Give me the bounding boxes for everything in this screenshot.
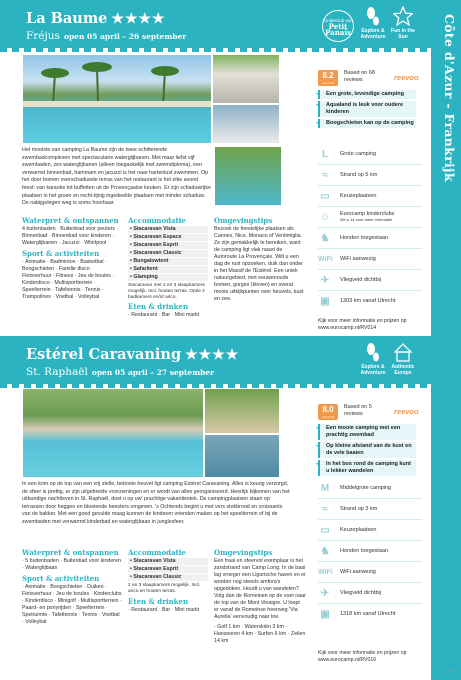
sport-heading: Sport & activiteiten	[22, 249, 100, 258]
beach-icon: ≈	[322, 170, 328, 181]
highlights	[318, 88, 416, 128]
feature-item	[318, 562, 422, 583]
water-list: 4 buitenbaden · Buitenbad voor peuters · Binnenbad · Binnenbad voor kinderen · Waterglijbanen · Jacuzzi · Whirlpool	[22, 226, 119, 246]
feature-item	[318, 186, 422, 207]
sport-heading: Sport & activiteiten	[22, 574, 100, 583]
camping-la-baume	[0, 0, 431, 333]
review-count: Based on 5 reviews	[344, 404, 372, 417]
footprint-icon	[365, 6, 381, 26]
feature-text: Middelgrote camping	[340, 485, 392, 491]
petit-panais-badge	[322, 10, 354, 42]
acc-item: • Glamping	[128, 274, 208, 281]
acc-item: • Stacaravan Classic	[128, 574, 208, 581]
tips-column	[214, 549, 306, 648]
camping-size-icon: M	[320, 483, 330, 494]
explore-badge	[358, 6, 388, 40]
rating-sub: out of 10	[322, 81, 334, 85]
acc-item: • Stacaravan Vista	[128, 558, 208, 565]
camping-dates: open 05 april – 27 september	[91, 368, 215, 377]
feature-main: Eurocamp kinderclubs	[340, 211, 395, 217]
feature-item	[318, 249, 422, 270]
feature-text: Grote camping	[340, 151, 377, 157]
star-outline-icon	[393, 6, 413, 26]
water-heading: Waterpret & ontspannen	[22, 216, 119, 225]
camping-town: St. Raphaël	[26, 366, 88, 378]
stacaravan-photo	[212, 54, 280, 104]
kinderclub-icon: ☺	[319, 212, 331, 223]
food-heading: Eten & drinken	[128, 302, 189, 312]
region-tab	[431, 0, 461, 680]
acc-item: • Stacaravan Esprit	[128, 566, 208, 573]
camping-header	[0, 336, 431, 384]
feature-item	[318, 583, 422, 604]
feature-list	[318, 144, 422, 312]
highlight-item: ✔ Aqualand is leuk voor oudere kinderen	[318, 101, 416, 117]
fun-label: Fun in the Sun	[391, 28, 415, 40]
water-column	[22, 549, 122, 629]
water-list: · 5 buitenbaden · Buitenbad voor kinderen · Waterglijbaan	[22, 558, 121, 571]
water-column	[22, 217, 122, 304]
wifi-icon: WiFi	[318, 569, 333, 576]
highlight-item: ✔ Op kleine afstand van de kust en de vele baaien	[318, 442, 416, 458]
rating-value: 8.0	[322, 405, 334, 414]
acc-item: • Stacaravan Espace	[128, 234, 208, 241]
explore-label: Explore & Adventure	[360, 28, 386, 40]
acc-item: • Stacaravan Esprit	[128, 242, 208, 249]
dog-icon: ♞	[320, 233, 330, 244]
airport-icon: ✈	[320, 275, 330, 286]
extras-list: · Golf 1 km · Waterskiën 3 km · Hanzeoren 4 km · Surfen 6 km · Zeilen 14 km	[214, 624, 306, 644]
more-info-link[interactable]: Kijk voor meer informatie en prijzen op www.eurocamp.nl/RV016	[318, 650, 407, 663]
wifi-icon: WiFi	[318, 256, 333, 263]
waterslide-photo	[212, 104, 280, 144]
feature-item	[318, 541, 422, 562]
slide-complex-photo	[214, 146, 282, 206]
accommodation-column	[128, 549, 208, 617]
feature-text: Strand op 5 km	[340, 172, 378, 178]
footprint-icon	[365, 342, 381, 362]
star-rating: ★★★★	[111, 11, 166, 27]
food-list: · Restaurant · Bar · Mini markt	[128, 606, 200, 613]
feature-text	[340, 211, 394, 223]
camping-town: Fréjus	[26, 30, 60, 42]
feature-item	[318, 270, 422, 291]
sport-list: · Animatie · Badminton · Basketbal · Boogschieten · Familie disco · Fietsverhuur · Fitness · Jeu de boules · Kinderdisco · Multisportterrein · Speelterrein · Tafeltennis · Tennis · Trampolines · Voetbal · Volleybal	[22, 259, 115, 300]
distance-icon: ▣	[320, 296, 330, 307]
accommodation-column	[128, 217, 208, 322]
camping-name: La Baume	[26, 10, 108, 27]
highlight-item: ✔ Een grote, levendige camping	[318, 90, 416, 99]
acc-note: Stacaravan met 2 en 3 slaapkamers mogelijk. Incl. houten terras. Optie 2 badkamers en/of airco.	[128, 283, 205, 300]
camping-esterel	[0, 336, 431, 680]
food-list: · Restaurant · Bar · Mini markt	[128, 312, 200, 319]
reevoo-logo: reevoo	[394, 407, 419, 416]
feature-list	[318, 478, 422, 625]
acc-note: 2 en 3 slaapkamers mogelijk. Incl. airco en houten terras.	[128, 583, 201, 594]
house-icon	[393, 342, 413, 362]
camping-size-icon: L	[321, 149, 329, 160]
feature-text: Keuzeplaatsen	[340, 527, 377, 533]
feature-item	[318, 228, 422, 249]
acc-item: • Bungalowtent	[128, 258, 208, 265]
rating-score	[318, 404, 338, 420]
highlights	[318, 422, 416, 476]
feature-item	[318, 291, 422, 312]
explore-badge	[358, 342, 388, 376]
camping-title	[26, 10, 166, 27]
food-heading: Eten & drinken	[128, 596, 189, 606]
camping-description: In een kom op de top van een vrij stelle, beboste heuvel ligt camping Estérel Caravaning. Alles is keurig verzorgd, de sfeer is prettig, er zijn uitgebreide voorzieningen en er wordt van alles georganiseerd. Heerlijk bijkomen van het uitbundige nachtleven in St. Raphaël, doet u op uw' prachtige vakantiestek. De campingplaatsen staan op terrassen door heggen en bloeiende heesters omgeven. 's Ochtends begint u met vers stokbrood en croissants van de bakker. Met een goed gevulde maag kunnen de kinderen vrienden maken op het speelterrein of bij de zwembaden met verwarmd kinderbad en waterglijbaan in junglesfeer.	[22, 481, 290, 525]
feature-item	[318, 144, 422, 165]
water-heading: Waterpret & ontspannen	[22, 548, 119, 557]
petit-name: Petit Panaïs	[325, 22, 351, 37]
fun-badge	[390, 6, 416, 40]
airport-icon: ✈	[320, 588, 330, 599]
acc-item: • Safaritent	[128, 266, 208, 273]
rating-value: 8.2	[322, 71, 334, 80]
pool-photo	[22, 388, 204, 478]
camping-subtitle	[26, 30, 186, 42]
region-tab-label: Côte d'Azur - Frankrijk	[442, 14, 457, 182]
petit-label: Kinderclub van	[323, 18, 353, 23]
camping-subtitle	[26, 366, 214, 378]
beach-icon: ≈	[322, 504, 328, 515]
feature-text: WiFi aanwezig	[340, 256, 376, 262]
feature-text: 1303 km vanaf Utrecht	[340, 298, 396, 304]
feature-item	[318, 520, 422, 541]
feature-text: Keuzeplaatsen	[340, 193, 377, 199]
sport-list: · Animatie · Boogschieten · Duiken · Fietsverhuur · Jeu de boules · Kinderclubs · Kinderdisco · Minigolf · Multisportterrein · Paard- en ponyrijden · Speelterrein · Spelruimte · Tafeltennis · Tennis · Voetbal · Volleybal	[22, 584, 122, 625]
feature-item	[318, 604, 422, 625]
highlight-item: ✔ Boogschieten kan op de camping	[318, 119, 416, 128]
more-info-link[interactable]: Kijk voor meer informatie en prijzen op www.eurocamp.nl/RV014	[318, 318, 407, 331]
pool-photo	[22, 54, 212, 144]
feature-item	[318, 478, 422, 499]
feature-item	[318, 207, 422, 228]
highlight-item: ✔ In het bos rond de camping kunt u lekker wandelen	[318, 460, 416, 476]
feature-text: Vliegveld dichtbij	[340, 277, 381, 283]
feature-text: Honden toegestaan	[340, 235, 389, 241]
feature-sub: Zie p.14 voor meer informatie	[340, 217, 393, 222]
bay-photo	[204, 434, 280, 478]
camping-title	[26, 346, 239, 363]
acc-heading: Accommodatie	[128, 216, 186, 225]
distance-icon: ▣	[320, 609, 330, 620]
explore-label: Explore & Adventure	[360, 364, 386, 376]
camping-name: Estérel Caravaning	[26, 346, 182, 363]
review-count: Based on 68 reviews	[344, 70, 375, 83]
feature-text: Vliegveld dichtbij	[340, 590, 381, 596]
camping-description: Het mooiste van camping La Baume zijn de twee schitterende zwembadcomplexen met spectaculaire waterglijbanen. Met maar liefst vijf zwembaden, zes waterglijbanen (alleen toegankelijk met zwemdiploma), een verwarmd binnenbad, hammam en jacuzzi is het naar hartenlust zwemmen. Op het door bomen overschaduwde terras van het restaurant is het elke avond feest: van karaoke tot buffetten uit de Provençaalse keuken. Er zijn schaduwrijke plaatsen in het groen en recht-tijnig ingedeelde plaatsen met minder schaduw. De nabijgelegen weg is soms hoorbaar.	[22, 147, 211, 207]
feature-text: 1318 km vanaf Utrecht	[340, 611, 396, 617]
page-number: ???	[444, 670, 455, 676]
acc-item: • Stacaravan Classic	[128, 250, 208, 257]
keuzeplaatsen-icon: ▭	[320, 525, 330, 536]
reevoo-logo: reevoo	[394, 73, 419, 82]
reception-photo	[204, 388, 280, 434]
feature-item	[318, 165, 422, 186]
rating-sub: out of 10	[322, 415, 334, 419]
star-rating: ★★★★	[185, 347, 240, 363]
highlight-item: ✔ Een mooie camping met een prachtig zwembad	[318, 424, 416, 440]
tips-heading: Omgevingstips	[214, 548, 273, 557]
feature-item	[318, 499, 422, 520]
keuzeplaatsen-icon: ▭	[320, 191, 330, 202]
rating-score	[318, 70, 338, 86]
authentic-label: Authentic Europe	[391, 364, 415, 376]
feature-text: WiFi aanwezig	[340, 569, 376, 575]
acc-item: • Stacaravan Vista	[128, 226, 208, 233]
feature-text: Strand op 3 km	[340, 506, 378, 512]
camping-dates: open 05 april – 26 september	[63, 32, 187, 41]
authentic-badge	[390, 342, 416, 376]
camping-header	[0, 0, 431, 48]
palm-trees-icon	[23, 55, 211, 143]
tips-column	[214, 217, 306, 306]
tips-text: Een fraai en sfeervol exemplaar is het zandstrand van Camp Long. In de baai lag vroeger een Ligurische haven en er worden nog steeds amfora's opgedoken. Houdt u van wandelen? Volg dan de Romeinen op de voet naar de top van de Mont Vinaigre. U loopt er vanaf de Romeinse heerweg 'Via Aurelia' eenvoudig naar toe.	[214, 558, 306, 620]
tips-text: Bezoek de feestelijke plaatsen als Cannes, Nice, Monaco of Ventimiglia. Ze zijn gemakkelijk te bereiken, want de camping ligt vlak naast de Autoroute La Provençale. Wilt u een dag de rust opzoeken, duik dan onder in het Massif de l'Estérel. Een uniek natuurgebied, met eeuwenoude bomen, gorges (kloven) en overal mooie uitkijkpunten over heuvels, kust en zee.	[214, 226, 304, 302]
acc-heading: Accommodatie	[128, 548, 186, 557]
tips-heading: Omgevingstips	[214, 216, 273, 225]
feature-text: Honden toegestaan	[340, 548, 389, 554]
dog-icon: ♞	[320, 546, 330, 557]
